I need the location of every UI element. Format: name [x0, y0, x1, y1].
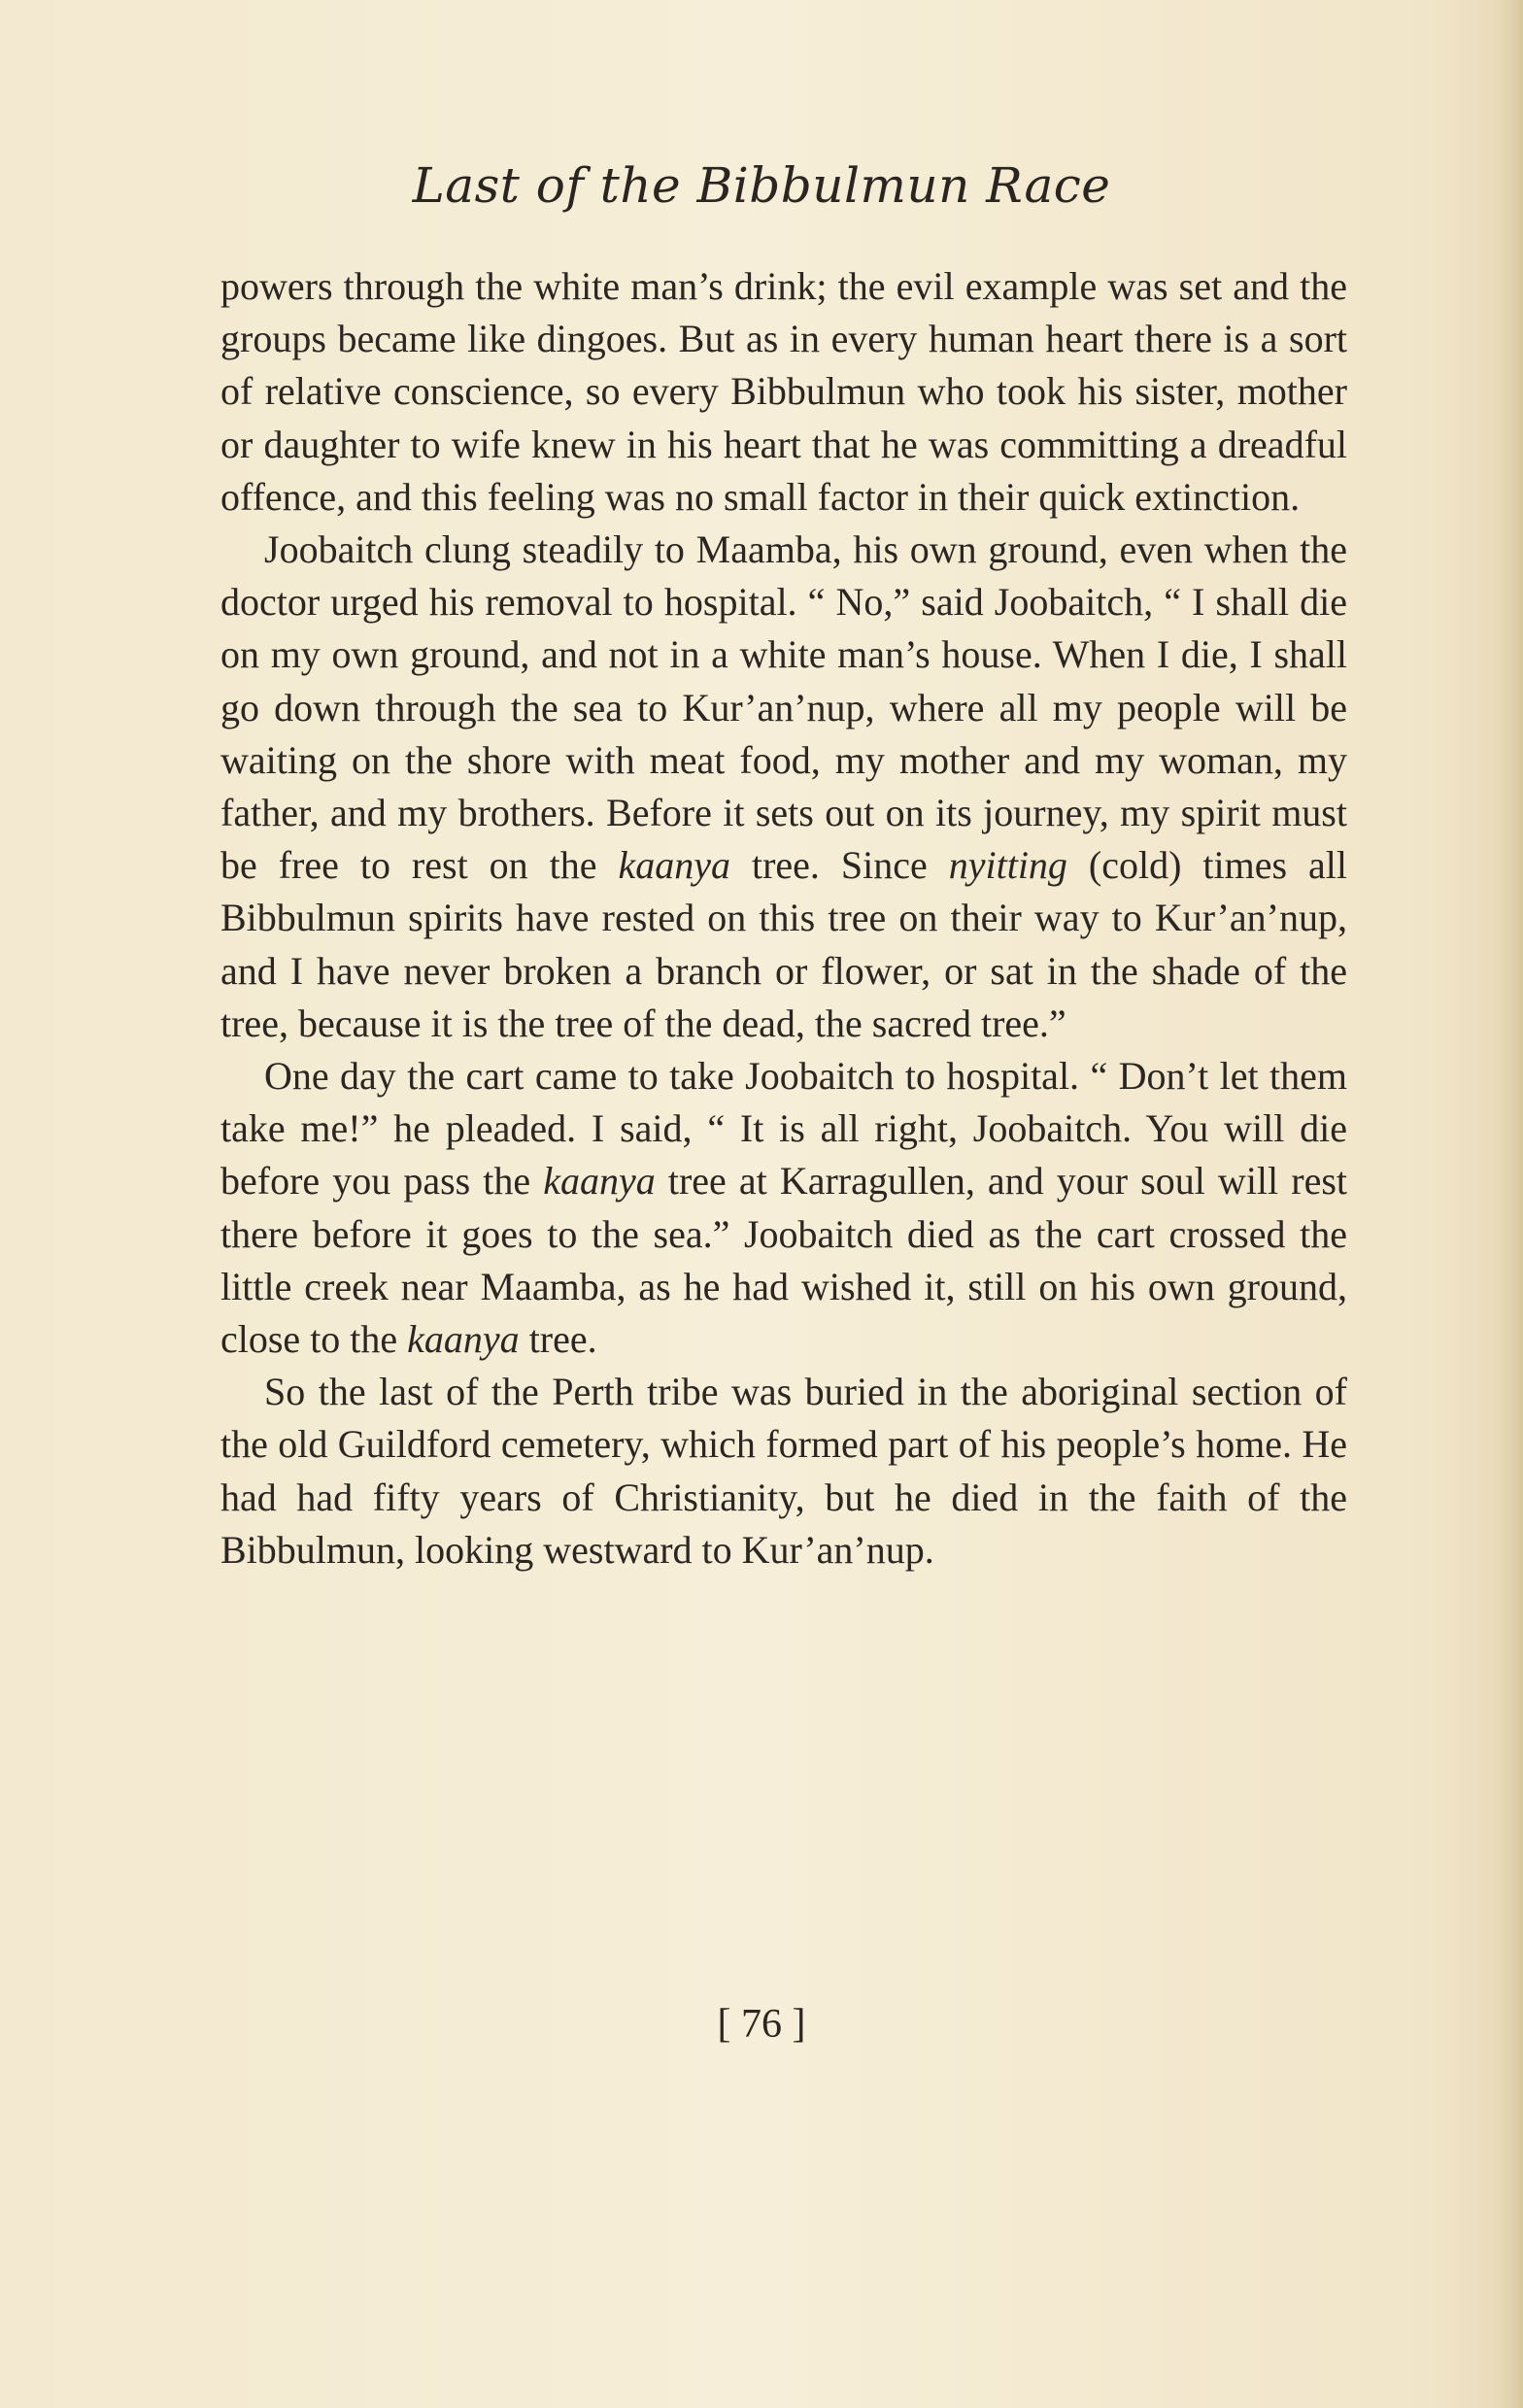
running-head: Last of the Bibbulmun Race: [412, 157, 1111, 214]
paragraph-3-run-5: tree.: [519, 1317, 597, 1362]
page-number: [ 76 ]: [717, 2002, 806, 2047]
paragraph-3-italic-kaanya-1: kaanya: [543, 1159, 656, 1204]
body-text: [220, 260, 1347, 1577]
paragraph-2: [220, 524, 1347, 1050]
paragraph-4: [220, 1366, 1347, 1577]
paragraph-2-italic-kaanya: kaanya: [618, 843, 730, 888]
paragraph-2-run-1: Joobaitch clung steadily to Maamba, his own ground, even when the doctor urged his removal to hospital. “ No,” said Joobaitch, “ I shall die on my own ground, and not in a white man’s house. When I die, I shall go down through the sea to Kur’an’nup, where all my people will be waiting on the shore with meat food, my mother and my woman, my father, and my brothers. Before it sets out on its journey, my spirit must be free to rest on the: [220, 527, 1347, 888]
paragraph-3-italic-kaanya-2: kaanya: [407, 1317, 520, 1362]
paragraph-4-run-1: So the last of the Perth tribe was buried in the aboriginal section of the old Guildford cemetery, which formed part of his people’s home. He had had fifty years of Christianity, but he died in the faith of the Bibbulmun, looking westward to Kur’an’nup.: [220, 1370, 1347, 1572]
paragraph-2-run-3: tree. Since: [729, 843, 949, 888]
paragraph-2-italic-nyitting: nyitting: [948, 843, 1067, 888]
paragraph-2-run-5: (cold) times all Bibbulmun spirits have rested on this tree on their way to Kur’an’nup, and I have never broken a branch or flower, or sat in the shade of the tree, because it is the tree of the dead, the sacred tree.”: [220, 843, 1348, 1045]
paragraph-3: [220, 1050, 1347, 1366]
paragraph-3-run-1: One day the cart came to take Joobaitch to hospital. “ Don’t let them take me!” he pleaded. I said, “ It is all right, Joobaitch. You will die before you pass the: [220, 1054, 1347, 1204]
paragraph-1: [220, 260, 1347, 524]
paragraph-1-run-1: powers through the white man’s drink; the evil example was set and the groups became like dingoes. But as in every human heart there is a sort of relative conscience, so every Bibbulmun who took his sister, mother or daughter to wife knew in his heart that he was committing a dreadful offence, and this feeling was no small factor in their quick extinction.: [220, 264, 1347, 519]
paragraph-3-run-3: tree at Karragullen, and your soul will rest there before it goes to the sea.” Joobaitch died as the cart crossed the little creek near Maamba, as he had wished it, still on his own ground, close to the: [220, 1159, 1348, 1362]
